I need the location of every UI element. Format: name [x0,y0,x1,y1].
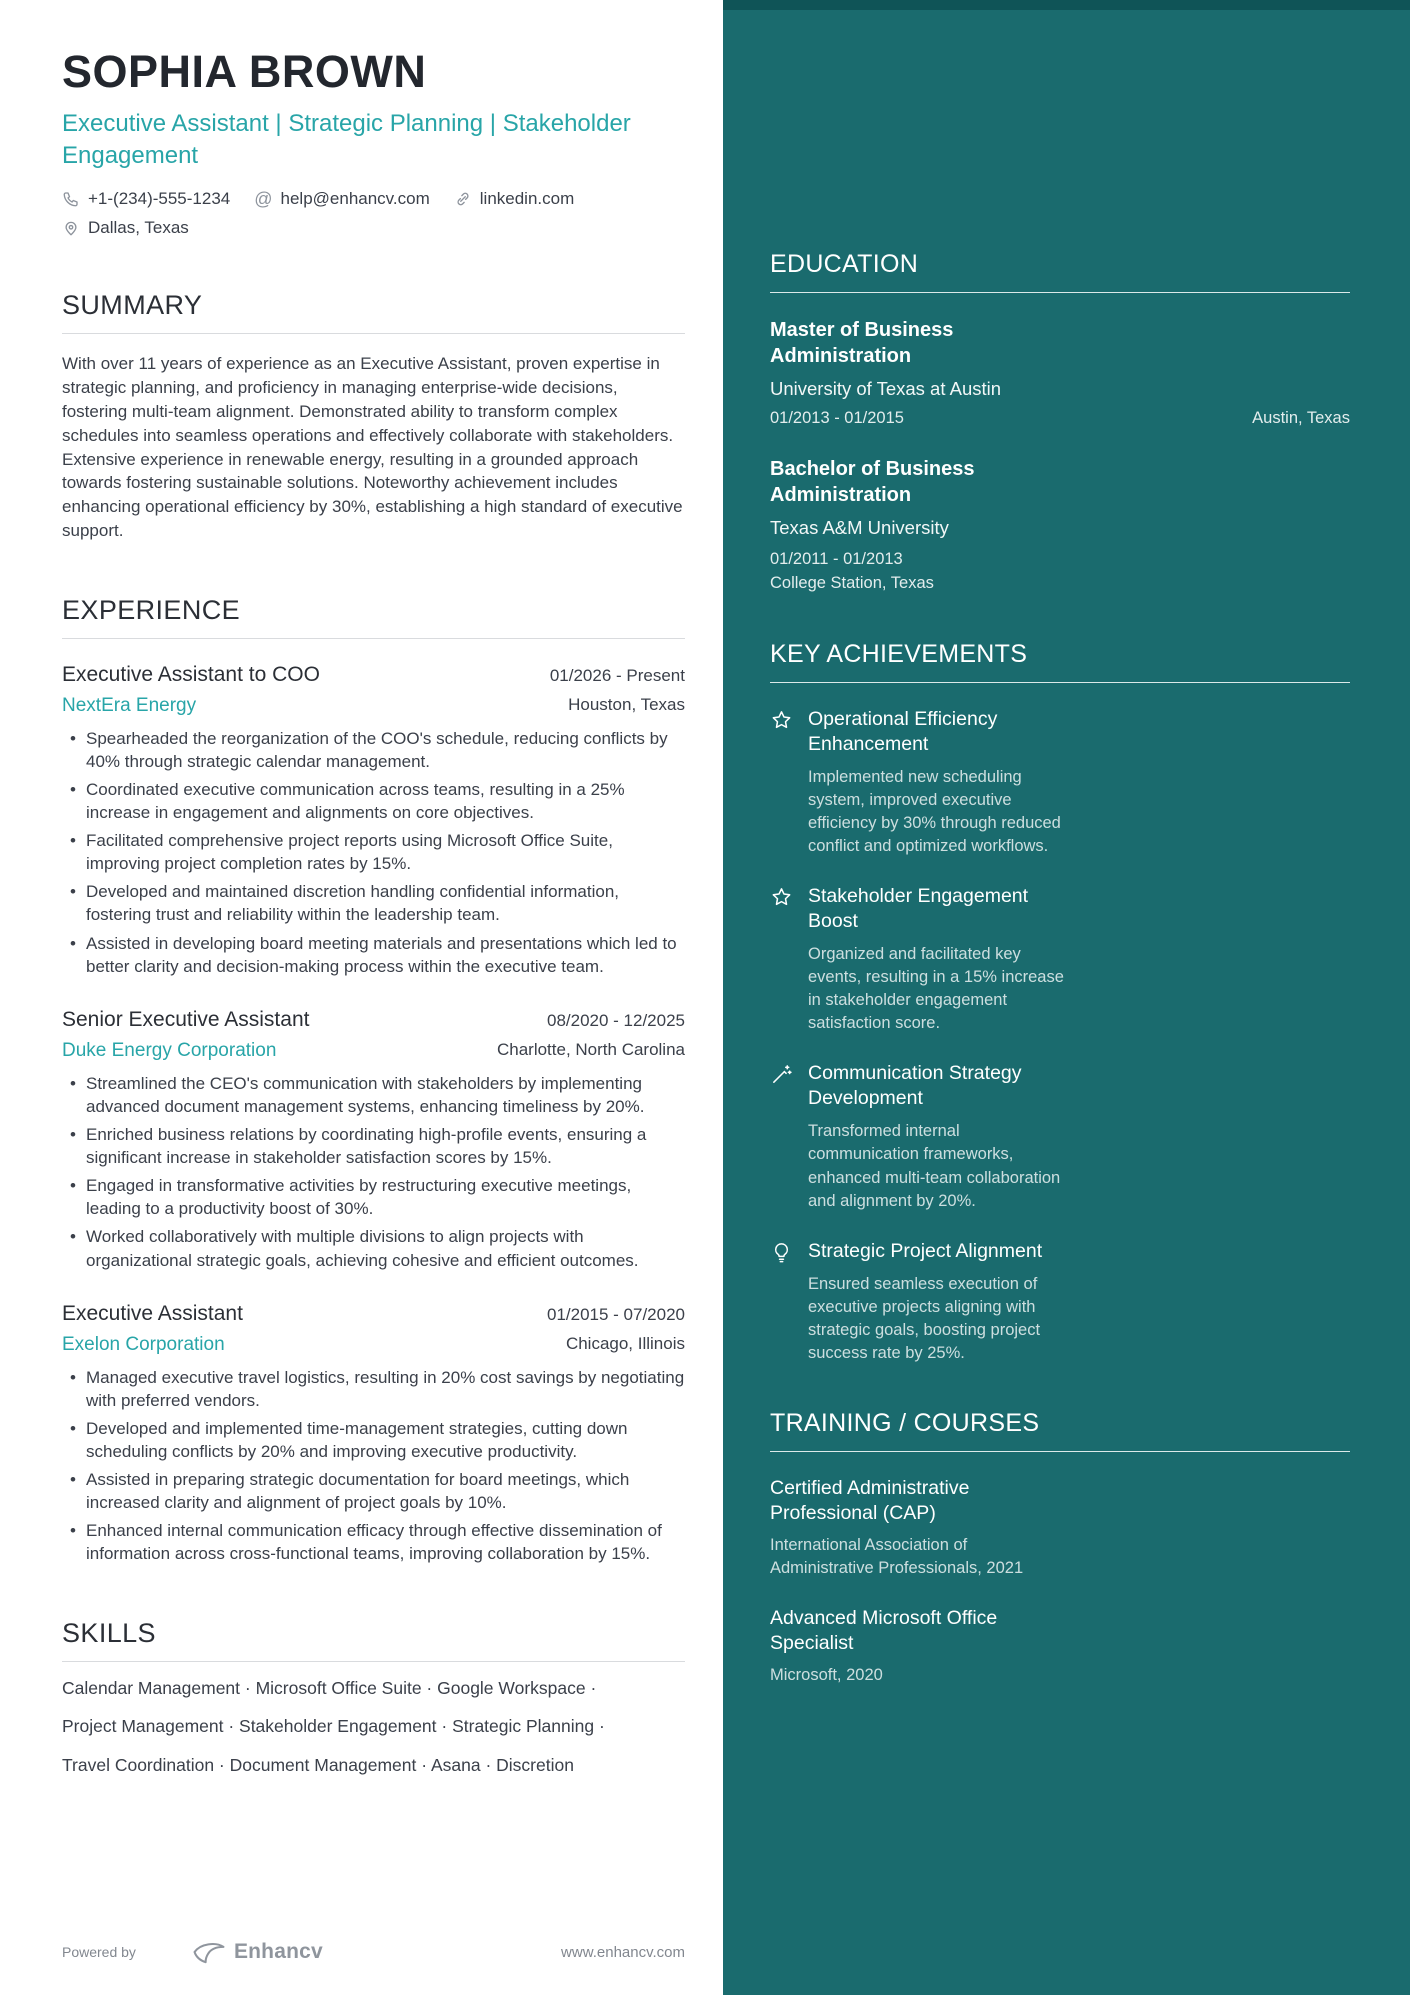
education-dates: 01/2013 - 01/2015 [770,409,904,427]
job-bullet: • Worked collaboratively with multiple divisions to align projects with organizational strategic goals, achieving cohesive and efficient outcomes. [62,1225,685,1271]
lightbulb-icon [770,1241,793,1264]
course-title: Certified Administrative Professional (CAP) [770,1477,970,1525]
job-dates: 01/2026 - Present [549,665,685,685]
achievement-entry [770,1239,1350,1365]
company-name: NextEra Energy [62,694,197,716]
company-name: Duke Energy Corporation [62,1039,277,1061]
email-text[interactable]: help@enhancv.com [280,189,430,209]
job-bullets [62,1366,685,1566]
job-bullet: • Coordinated executive communication across teams, resulting in a 25% increase in engagement and alignments on core objectives. [62,778,685,824]
education-meta [770,409,1350,428]
job-location: Charlotte, North Carolina [496,1039,685,1059]
training-section [770,1409,1350,1687]
linkedin-text[interactable]: linkedin.com [479,189,575,209]
education-location: College Station, Texas [770,573,934,592]
person-name: SOPHIA BROWN [62,46,427,97]
job-header [62,663,685,687]
footer [62,1939,685,1965]
education-meta [770,548,1350,596]
contact-row [62,189,685,209]
education-location: Austin, Texas [1252,409,1350,427]
achievement-body [808,707,1078,858]
job-bullet: • Streamlined the CEO's communication with stakeholders by implementing advanced document management systems, enhancing timeliness by 20%. [62,1072,685,1118]
job-entry [62,663,685,978]
achievement-body [808,884,1078,1035]
job-title: Executive Assistant [62,1301,243,1325]
job-bullet: • Engaged in transformative activities by restructuring executive meetings, leading to a productivity boost of 30%. [62,1174,685,1220]
achievements-heading: KEY ACHIEVEMENTS [770,640,1350,683]
skills-line: Project Management · Stakeholder Engagement · Strategic Planning · [62,1716,605,1737]
footer-url[interactable]: www.enhancv.com [561,1943,685,1961]
job-title: Executive Assistant to COO [62,662,320,686]
achievement-body [808,1239,1066,1365]
education-section [770,250,1350,596]
job-entry [62,1008,685,1272]
enhancv-logo [192,1939,323,1965]
course-subtitle: Microsoft, 2020 [770,1665,883,1684]
job-bullet: • Enhanced internal communication efficacy through effective dissemination of information across cross-functional teams, improving collaboration by 15%. [62,1519,685,1565]
job-title: Senior Executive Assistant [62,1007,310,1031]
education-dates: 01/2011 - 01/2013 [770,550,903,568]
job-subheader [62,1334,685,1356]
company-name: Exelon Corporation [62,1333,225,1355]
enhancv-logo-text: Enhancv [233,1940,323,1963]
job-bullet: • Managed executive travel logistics, resulting in 20% cost savings by negotiating with preferred vendors. [62,1366,685,1412]
job-subheader [62,695,685,717]
job-bullet: • Assisted in developing board meeting materials and presentations which led to better clarity and decision-making process within the executive team. [62,932,685,978]
powered-by-label: Powered by [62,1944,136,1960]
job-subheader [62,1040,685,1062]
linkedin-contact[interactable] [454,189,575,209]
achievement-body [808,1061,1078,1212]
training-heading: TRAINING / COURSES [770,1409,1350,1452]
location-contact [62,218,189,238]
achievement-text: Ensured seamless execution of executive projects aligning with strategic goals, boosting project success rate by 25%. [808,1274,1041,1362]
degree-title: Bachelor of Business Administration [770,458,975,506]
achievement-text: Implemented new scheduling system, improved executive efficiency by 30% through reduced conflict and optimized workflows. [808,767,1061,856]
job-header [62,1302,685,1326]
achievements-section [770,640,1350,1365]
email-contact[interactable] [254,189,430,209]
experience-heading: EXPERIENCE [62,595,685,639]
skills-line: Calendar Management · Microsoft Office Suite · Google Workspace · [62,1677,597,1698]
achievement-text: Transformed internal communication frameworks, enhanced multi-team collaboration and alignment by 20%. [808,1122,1061,1210]
link-icon [454,190,472,208]
achievement-text: Organized and facilitated key events, resulting in a 15% increase in stakeholder engagement satisfaction score. [808,945,1064,1033]
achievement-entry [770,884,1350,1035]
job-bullet: • Enriched business relations by coordinating high-profile events, ensuring a significant increase in stakeholder satisfaction scores by 15%. [62,1123,685,1169]
phone-contact [62,189,230,209]
degree-title: Master of Business Administration [770,319,954,367]
education-entry [770,317,1350,428]
location-text: Dallas, Texas [88,218,189,238]
header [62,46,685,238]
summary-heading: SUMMARY [62,290,685,334]
wand-icon [770,1063,793,1086]
achievement-entry [770,707,1350,858]
skills-heading: SKILLS [62,1618,685,1662]
school-name: University of Texas at Austin [770,378,1002,399]
skills-section [62,1618,685,1778]
enhancv-bird-icon [192,1939,226,1965]
achievement-title: Communication Strategy Development [808,1062,1022,1110]
job-bullet: • Assisted in preparing strategic documentation for board meetings, which increased clarity and alignment of project goals by 10%. [62,1468,685,1514]
course-title: Advanced Microsoft Office Specialist [770,1606,998,1655]
star-icon [770,886,793,909]
contact-row-2 [62,218,685,238]
phone-icon [62,190,80,208]
job-bullet: • Developed and maintained discretion handling confidential information, fostering trust and reliability within the leadership team. [62,880,685,926]
location-icon [62,219,80,237]
job-dates: 01/2015 - 07/2020 [546,1304,685,1324]
email-icon: @ [254,189,273,210]
course-subtitle: International Association of Administrative Professionals, 2021 [770,1535,1024,1577]
star-icon [770,709,793,732]
job-bullets [62,727,685,978]
education-entry [770,456,1350,596]
job-bullets [62,1072,685,1272]
achievement-title: Operational Efficiency Enhancement [808,707,998,755]
school-name: Texas A&M University [770,517,949,538]
skills-line: Travel Coordination · Document Management · Asana · Discretion [62,1754,574,1775]
summary-section [62,290,685,542]
achievement-title: Strategic Project Alignment [808,1239,1043,1262]
achievement-entry [770,1061,1350,1212]
headline: Executive Assistant | Strategic Planning | Stakeholder Engagement [62,110,631,169]
job-bullet: • Spearheaded the reorganization of the COO's schedule, reducing conflicts by 40% through strategic calendar management. [62,727,685,773]
job-bullet: • Facilitated comprehensive project reports using Microsoft Office Suite, improving project completion rates by 15%. [62,829,685,875]
sidebar-column [723,0,1410,1995]
job-bullet: • Developed and implemented time-management strategies, cutting down scheduling conflicts by 20% and improving executive productivity. [62,1417,685,1463]
achievement-title: Stakeholder Engagement Boost [808,885,1029,933]
job-dates: 08/2020 - 12/2025 [546,1010,685,1030]
education-heading: EDUCATION [770,250,1350,293]
course-entry [770,1606,1350,1687]
experience-section [62,595,685,1566]
job-location: Houston, Texas [568,694,685,714]
course-entry [770,1476,1350,1580]
summary-text: With over 11 years of experience as an Executive Assistant, proven expertise in strategic planning, and proficiency in managing enterprise-wide decisions, fostering multi-team alignment. Demonstrated ability to transform complex schedules into seamless operations and effectively collaborate with stakeholders. Extensive experience in renewable energy, resulting in a grounded approach towards fostering sustainable solutions. Noteworthy achievement includes enhancing operational efficiency by 30%, establishing a high standard of executive support. [62,354,683,540]
skills-list [62,1677,685,1778]
job-location: Chicago, Illinois [565,1333,685,1353]
phone-text: +1-(234)-555-1234 [88,189,231,209]
job-header [62,1008,685,1032]
job-entry [62,1302,685,1566]
